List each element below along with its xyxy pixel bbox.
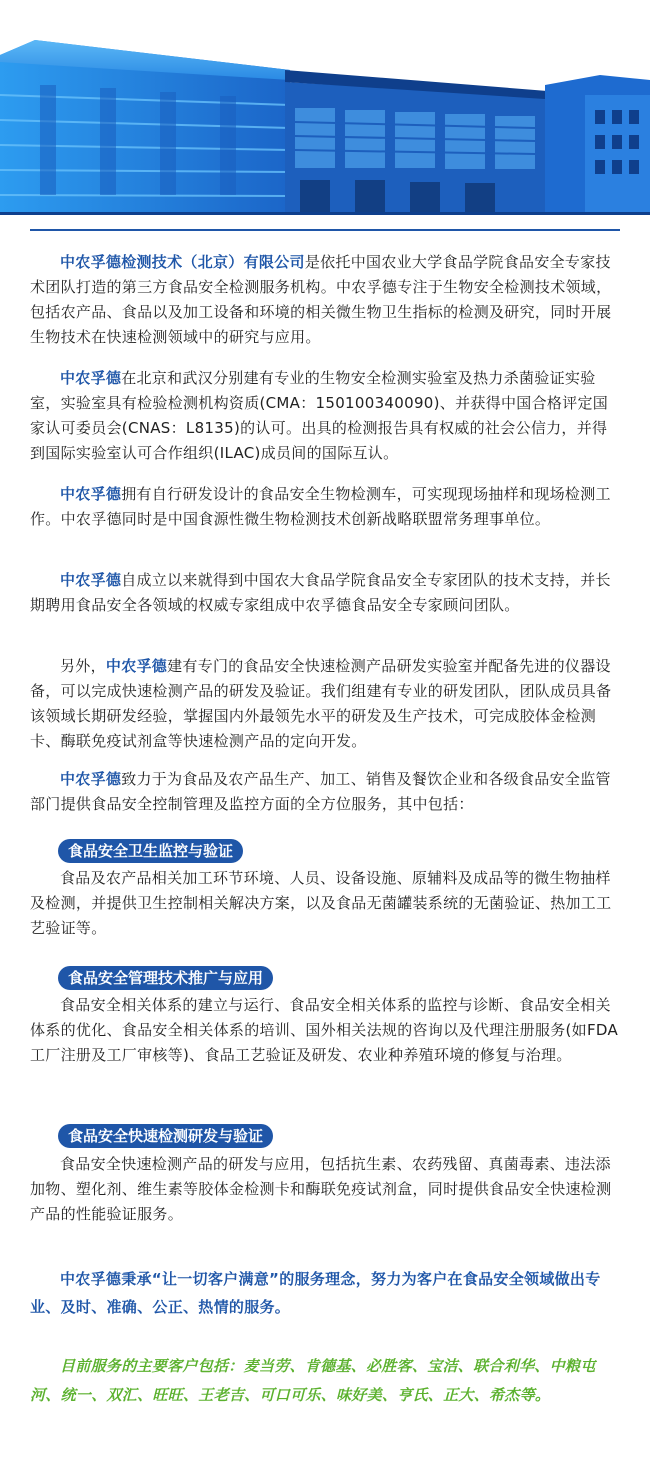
section-divider [30,229,620,231]
intro-paragraph-6 [30,767,620,817]
intro-paragraph-3 [30,482,620,532]
service-slogan: 中农孚德秉承“让一切客户满意”的服务理念，努力为客户在食品安全领域做出专业、及时、准确、公正、热情的服务。 [30,1270,601,1316]
brand-name: 中农孚德 [60,770,122,788]
service-title-management-tech: 食品安全管理技术推广与应用 [58,966,273,990]
brand-name: 中农孚德 [60,369,122,387]
service-text-hygiene-monitoring: 食品及农产品相关加工环节环境、人员、设备设施、原辅料及成品等的微生物抽样及检测，并提供卫生控制相关解决方案，以及食品无菌罐装系统的无菌验证、热加工工艺验证等。 [30,869,612,937]
hero-building-illustration [0,0,650,215]
brand-name: 中农孚德 [60,485,122,503]
intro-paragraph-2 [30,366,620,466]
intro-paragraph-5-text: 建有专门的食品安全快速检测产品研发实验室并配备先进的仪器设备，可以完成快速检测产品的研发及验证。我们组建有专业的研发团队，团队成员具备该领域长期研发经验，掌握国内外最领先水平的研发及生产技术，可完成胶体金检测卡、酶联免疫试剂盒等快速检测产品的定向开发。 [30,657,612,750]
service-title-rapid-testing: 食品安全快速检测研发与验证 [58,1124,273,1148]
service-title-hygiene-monitoring: 食品安全卫生监控与验证 [58,839,243,863]
service-text-rapid-testing: 食品安全快速检测产品的研发与应用，包括抗生素、农药残留、真菌毒素、违法添加物、塑化剂、维生素等胶体金检测卡和酶联免疫试剂盒，同时提供食品安全快速检测产品的性能验证服务。 [30,1155,612,1223]
intro-paragraph-1 [30,250,620,350]
intro-paragraph-4 [30,568,620,618]
intro-paragraph-4-text: 自成立以来就得到中国农大食品学院食品安全专家团队的技术支持，并长期聘用食品安全各领域的权威专家组成中农孚德食品安全专家顾问团队。 [30,571,611,614]
company-name: 中农孚德检测技术（北京）有限公司 [60,253,305,271]
brand-name: 中农孚德 [105,657,168,675]
intro-paragraph-5-prefix: 另外， [60,657,106,675]
intro-paragraph-3-text: 拥有自行研发设计的食品安全生物检测车，可实现现场抽样和现场检测工作。中农孚德同时是中国食源性微生物检测技术创新战略联盟常务理事单位。 [30,485,611,528]
service-text-management-tech: 食品安全相关体系的建立与运行、食品安全相关体系的监控与诊断、食品安全相关体系的优化、食品安全相关体系的培训、国外相关法规的咨询以及代理注册服务(如FDA工厂注册及工厂审核等)、食品工艺验证及研发、农业种养殖环境的修复与治理。 [30,996,619,1064]
intro-paragraph-2-text: 在北京和武汉分别建有专业的生物安全检测实验室及热力杀菌验证实验室，实验室具有检验检测机构资质(CMA：150100340090)、并获得中国合格评定国家认可委员会(CNAS：L8135)的认可。出具的检测报告具有权威的社会公信力，并得到国际实验室认可合作组织(ILAC)成员间的国际互认。 [30,369,609,462]
intro-paragraph-1-text: 是依托中国农业大学食品学院食品安全专家技术团队打造的第三方食品安全检测服务机构。中农孚德专注于生物安全检测技术领域，包括农产品、食品以及加工设备和环境的相关微生物卫生指标的检测及研究，同时开展生物技术在快速检测领域中的研究与应用。 [30,253,612,346]
intro-paragraph-6-text: 致力于为食品及农产品生产、加工、销售及餐饮企业和各级食品安全监管部门提供食品安全控制管理及监控方面的全方位服务，其中包括： [30,770,611,813]
intro-paragraph-5 [30,654,620,754]
major-clients: 目前服务的主要客户包括：麦当劳、肯德基、必胜客、宝洁、联合利华、中粮屯河、统一、双汇、旺旺、王老吉、可口可乐、味好美、亨氏、正大、希杰等。 [30,1357,596,1404]
brand-name: 中农孚德 [60,571,122,589]
